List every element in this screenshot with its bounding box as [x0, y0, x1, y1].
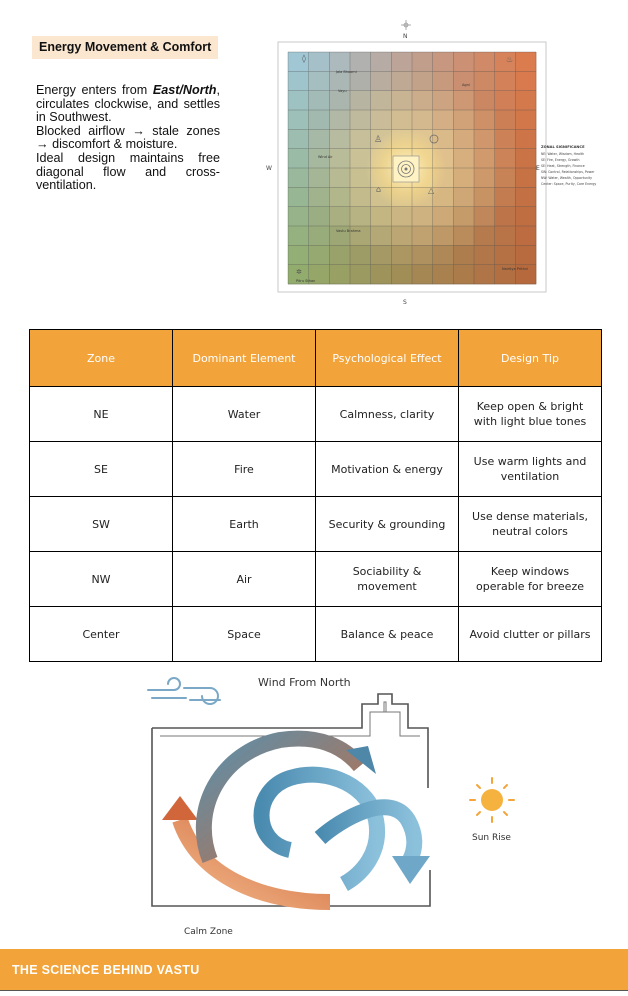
west-label: W: [266, 165, 272, 172]
intro-emphasis: East/North: [152, 83, 217, 97]
east-label: E: [536, 165, 540, 172]
grid-cell: [433, 226, 454, 246]
zonal-line: SE: Fire, Energy, Growth: [541, 158, 580, 162]
cell-effect: Motivation & energy: [316, 442, 459, 497]
table-row: [30, 552, 602, 607]
grid-cell: [495, 129, 516, 149]
intro-paragraph-3: Ideal design maintains free diagonal flow and cross-ventilation.: [36, 150, 220, 193]
grid-cell: [412, 110, 433, 130]
grid-cell: [515, 71, 536, 91]
grid-cell: [371, 207, 392, 227]
cell-element: Fire: [173, 442, 316, 497]
grid-cell: [309, 226, 330, 246]
grid-cell: [453, 187, 474, 207]
grid-cell: [453, 226, 474, 246]
grid-cell: [433, 91, 454, 111]
grid-cell: [309, 52, 330, 72]
section-title: Energy Movement & Comfort: [32, 36, 218, 59]
grid-cell: [350, 265, 371, 285]
grid-cell: [329, 187, 350, 207]
grid-cell: [433, 265, 454, 285]
header-zone: Zone: [30, 330, 173, 387]
cell-tip: Keep windows operable for breeze: [459, 552, 602, 607]
cell-zone: Center: [30, 607, 173, 662]
grid-cell: [371, 71, 392, 91]
grid-cell: [474, 129, 495, 149]
water-drop-icon: ◊: [302, 54, 306, 63]
cell-tip: Avoid clutter or pillars: [459, 607, 602, 662]
zonal-line: Center: Space, Purity, Core Energy: [541, 182, 597, 186]
cell-label: Vastu Brahma: [336, 229, 361, 233]
cell-tip: Use warm lights and ventilation: [459, 442, 602, 497]
grid-cell: [453, 265, 474, 285]
sun-icon: [470, 778, 514, 822]
grid-cell: [453, 52, 474, 72]
table-row: [30, 387, 602, 442]
grid-cell: [433, 245, 454, 265]
grid-cell: [329, 110, 350, 130]
grid-cell: [391, 245, 412, 265]
zonal-line: NW: Water, Wealth, Opportunity: [541, 176, 593, 180]
grid-cell: [309, 207, 330, 227]
airflow-diagram: [140, 670, 540, 940]
grid-cell: [371, 110, 392, 130]
grid-cell: [391, 110, 412, 130]
grid-cell: [453, 110, 474, 130]
grid-cell: [453, 245, 474, 265]
grid-cell: [453, 129, 474, 149]
grid-cell: [329, 168, 350, 188]
grid-cell: [391, 226, 412, 246]
grid-cell: [433, 207, 454, 227]
grid-cell: [350, 110, 371, 130]
grid-cell: [371, 245, 392, 265]
cell-label: Nairitya Prithvi: [502, 267, 528, 271]
grid-cell: [371, 91, 392, 111]
header-psychological-effect: Psychological Effect: [316, 330, 459, 387]
grid-cell: [309, 110, 330, 130]
cell-label: Jala Bhoomi: [336, 70, 357, 74]
grid-cell: [391, 91, 412, 111]
grid-cell: [391, 207, 412, 227]
table-row: [30, 497, 602, 552]
grid-cell: [350, 187, 371, 207]
grid-cell: [329, 265, 350, 285]
grid-cell: [412, 226, 433, 246]
grid-cell: [288, 207, 309, 227]
cell-effect: Calmness, clarity: [316, 387, 459, 442]
grid-cell: [391, 71, 412, 91]
lamp-icon: ♙: [374, 135, 383, 145]
grid-cell: [288, 149, 309, 169]
grid-cell: [453, 207, 474, 227]
grid-cell: [350, 52, 371, 72]
grid-cell: [329, 207, 350, 227]
table-row: [30, 607, 602, 662]
grid-cell: [371, 226, 392, 246]
calm-zone-label: Calm Zone: [184, 927, 233, 937]
grid-cell: [309, 71, 330, 91]
cell-element: Air: [173, 552, 316, 607]
grid-cell: [495, 226, 516, 246]
intro-text: [36, 84, 220, 193]
intro-paragraph-1: Energy enters from East/North, circulates clockwise, and settles in Southwest.: [36, 83, 221, 125]
grid-cell: [329, 129, 350, 149]
grid-cell: [453, 91, 474, 111]
grid-cell: [453, 71, 474, 91]
footer-bar: [0, 949, 628, 991]
grid-cell: [371, 52, 392, 72]
table-header-row: [30, 330, 602, 387]
grid-cell: [474, 52, 495, 72]
grid-cell: [495, 91, 516, 111]
center-target-icon: [393, 156, 419, 182]
grid-cell: [412, 71, 433, 91]
grid-cell: [412, 207, 433, 227]
wind-label: Wind From North: [258, 676, 351, 689]
header-design-tip: Design Tip: [459, 330, 602, 387]
grid-cell: [515, 52, 536, 72]
grid-cell: [515, 168, 536, 188]
grid-cell: [515, 129, 536, 149]
wind-icon: [148, 678, 220, 704]
grid-cell: [350, 207, 371, 227]
grid-cell: [515, 245, 536, 265]
cell-element: Space: [173, 607, 316, 662]
triangle-icon: △: [428, 186, 435, 195]
cell-zone: SW: [30, 497, 173, 552]
grid-cell: [474, 187, 495, 207]
grid-cell: [474, 226, 495, 246]
grid-cell: [309, 129, 330, 149]
grid-cell: [288, 245, 309, 265]
grid-cell: [329, 52, 350, 72]
grid-cell: [474, 71, 495, 91]
grid-cell: [474, 245, 495, 265]
cell-label: Vayu: [338, 89, 347, 93]
grid-cell: [412, 52, 433, 72]
cell-effect: Security & grounding: [316, 497, 459, 552]
grid-cell: [515, 149, 536, 169]
grid-cell: [515, 226, 536, 246]
grid-cell: [433, 110, 454, 130]
grid-cell: [412, 91, 433, 111]
cell-effect: Balance & peace: [316, 607, 459, 662]
grid-cell: [412, 245, 433, 265]
swirl-arrow-icon: [162, 739, 430, 902]
grid-cell: [350, 71, 371, 91]
zonal-line: NE: Water, Wisdom, Health: [541, 152, 585, 156]
sun-label: Sun Rise: [472, 833, 511, 843]
grid-cell: [309, 245, 330, 265]
grid-cell: [288, 110, 309, 130]
grid-cell: [495, 245, 516, 265]
grid-cell: [288, 226, 309, 246]
grid-cell: [453, 149, 474, 169]
grid-cell: [329, 91, 350, 111]
intro-paragraph-2: Blocked airflow → stale zones → discomfort & moisture.: [36, 123, 220, 152]
grid-cell: [474, 265, 495, 285]
zone-table: [29, 329, 602, 662]
grid-cell: [391, 52, 412, 72]
grid-cell: [474, 91, 495, 111]
grid-cell: [474, 207, 495, 227]
grid-cell: [433, 71, 454, 91]
grid-cell: [350, 129, 371, 149]
cell-effect: Sociability & movement: [316, 552, 459, 607]
grid-cell: [350, 91, 371, 111]
grid-cell: [495, 187, 516, 207]
grid-cell: [350, 245, 371, 265]
grid-cell: [474, 149, 495, 169]
cell-label: Wind Air: [318, 155, 333, 159]
cell-tip: Keep open & bright with light blue tones: [459, 387, 602, 442]
home-icon: ⌂: [376, 185, 382, 194]
cell-label: Pitru Sthan: [296, 279, 316, 283]
grid-cell: [288, 91, 309, 111]
grid-cell: [371, 265, 392, 285]
grid-cell: [515, 91, 536, 111]
cell-tip: Use dense materials, neutral colors: [459, 497, 602, 552]
grid-cell: [288, 168, 309, 188]
zonal-heading: ZONAL SIGNIFICANCE: [541, 145, 585, 149]
header-dominant-element: Dominant Element: [173, 330, 316, 387]
grid-cell: [495, 149, 516, 169]
grid-cell: [412, 265, 433, 285]
compass-icon: [401, 20, 411, 30]
cell-element: Earth: [173, 497, 316, 552]
grid-cell: [433, 52, 454, 72]
grid-cell: [515, 187, 536, 207]
fire-icon: ♨: [506, 55, 514, 64]
grid-cell: [288, 187, 309, 207]
grid-cell: [309, 187, 330, 207]
grid-cell: [288, 129, 309, 149]
grid-cell: [309, 168, 330, 188]
grid-cell: [515, 207, 536, 227]
grid-cell: [515, 110, 536, 130]
vastu-grid-figure: [262, 18, 597, 308]
grid-cell: [288, 71, 309, 91]
north-label: N: [403, 33, 408, 40]
cell-zone: SE: [30, 442, 173, 497]
grid-cell: [495, 207, 516, 227]
grid-cell: [329, 245, 350, 265]
grid-cell: [495, 110, 516, 130]
grid-cell: [495, 71, 516, 91]
zonal-line: SE: Heat, Strength, Finance: [541, 164, 585, 168]
cell-element: Water: [173, 387, 316, 442]
grid-cell: [474, 168, 495, 188]
grid-cell: [474, 110, 495, 130]
footer-label: THE SCIENCE BEHIND VASTU: [12, 963, 200, 977]
zonal-line: SW: Control, Relationships, Power: [541, 170, 595, 174]
grid-cell: [453, 168, 474, 188]
cell-label: Agni: [462, 83, 470, 87]
table-row: [30, 442, 602, 497]
south-label: S: [403, 299, 407, 306]
grid-cell: [309, 91, 330, 111]
earth-icon: ✲: [296, 268, 302, 276]
zonal-significance-legend: [541, 145, 596, 186]
grid-cell: [391, 265, 412, 285]
cell-zone: NW: [30, 552, 173, 607]
grid-cell: [495, 168, 516, 188]
cell-zone: NE: [30, 387, 173, 442]
